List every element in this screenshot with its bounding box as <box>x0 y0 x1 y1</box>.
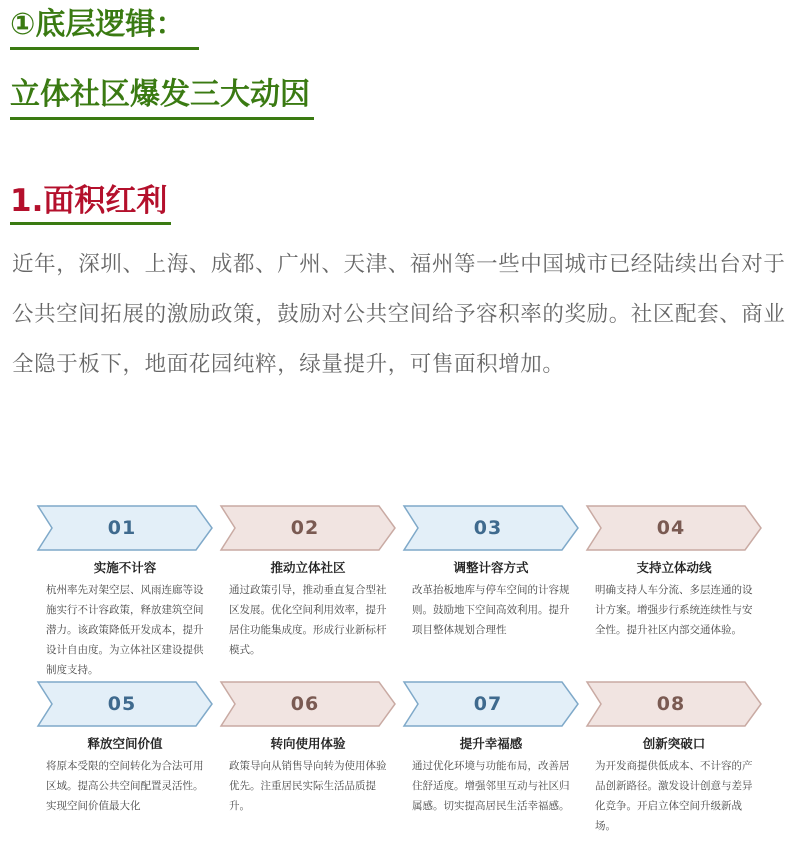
card-description: 改革抬板地库与停车空间的计容规则。鼓励地下空间高效利用。提升项目整体规划合理性 <box>412 584 570 636</box>
card-description: 通过政策引导，推动垂直复合型社区发展。优化空间利用效率，提升居住功能集成度。形成行业新标杆模式。 <box>229 584 387 656</box>
card-title: 推动立体社区 <box>270 560 346 575</box>
card-description: 将原本受限的空间转化为合法可用区域。提高公共空间配置灵活性。实现空间价值最大化 <box>46 760 204 812</box>
card-description: 政策导向从销售导向转为使用体验优先。注重居民实际生活品质提升。 <box>229 760 387 812</box>
section-heading-underlying-logic: ①底层逻辑： <box>10 5 199 50</box>
card-title: 释放空间价值 <box>87 736 163 751</box>
card-number: 05 <box>107 693 137 715</box>
card-title: 提升幸福感 <box>459 736 523 751</box>
card-description: 通过优化环境与功能布局，改善居住舒适度。增强邻里互动与社区归属感。切实提高居民生活幸福感。 <box>412 760 570 812</box>
card-title: 转向使用体验 <box>270 736 346 751</box>
card-description: 为开发商提供低成本、不计容的产品创新路径。激发设计创意与差异化竞争。开启立体空间升级新战场。 <box>595 760 753 832</box>
card-number: 08 <box>656 693 686 715</box>
card-number: 02 <box>290 517 320 539</box>
card-number: 04 <box>656 517 686 539</box>
policy-infographic <box>36 504 766 845</box>
card-description: 明确支持人车分流、多层连通的设计方案。增强步行系统连续性与安全性。提升社区内部交通体验。 <box>595 584 753 636</box>
body-paragraph: 近年，深圳、上海、成都、广州、天津、福州等一些中国城市已经陆续出台对于公共空间拓展的激励政策，鼓励对公共空间给予容积率的奖励。社区配套、商业全隐于板下，地面花园纯粹，绿量提升，可售面积增加。 <box>12 252 786 377</box>
card-title: 调整计容方式 <box>453 560 529 575</box>
subsection-heading-area-bonus: 1.面积红利 <box>10 180 171 225</box>
card-number: 01 <box>107 517 137 539</box>
card-number: 03 <box>473 517 503 539</box>
card-number: 06 <box>290 693 320 715</box>
card-title: 支持立体动线 <box>636 560 712 575</box>
section-heading-three-drivers: 立体社区爆发三大动因 <box>10 75 314 120</box>
card-title: 实施不计容 <box>93 560 157 575</box>
card-number: 07 <box>473 693 503 715</box>
card-description: 杭州率先对架空层、风雨连廊等设施实行不计容政策，释放建筑空间潜力。该政策降低开发成本，提升设计自由度。为立体社区建设提供制度支持。 <box>46 584 204 676</box>
card-title: 创新突破口 <box>642 736 706 751</box>
